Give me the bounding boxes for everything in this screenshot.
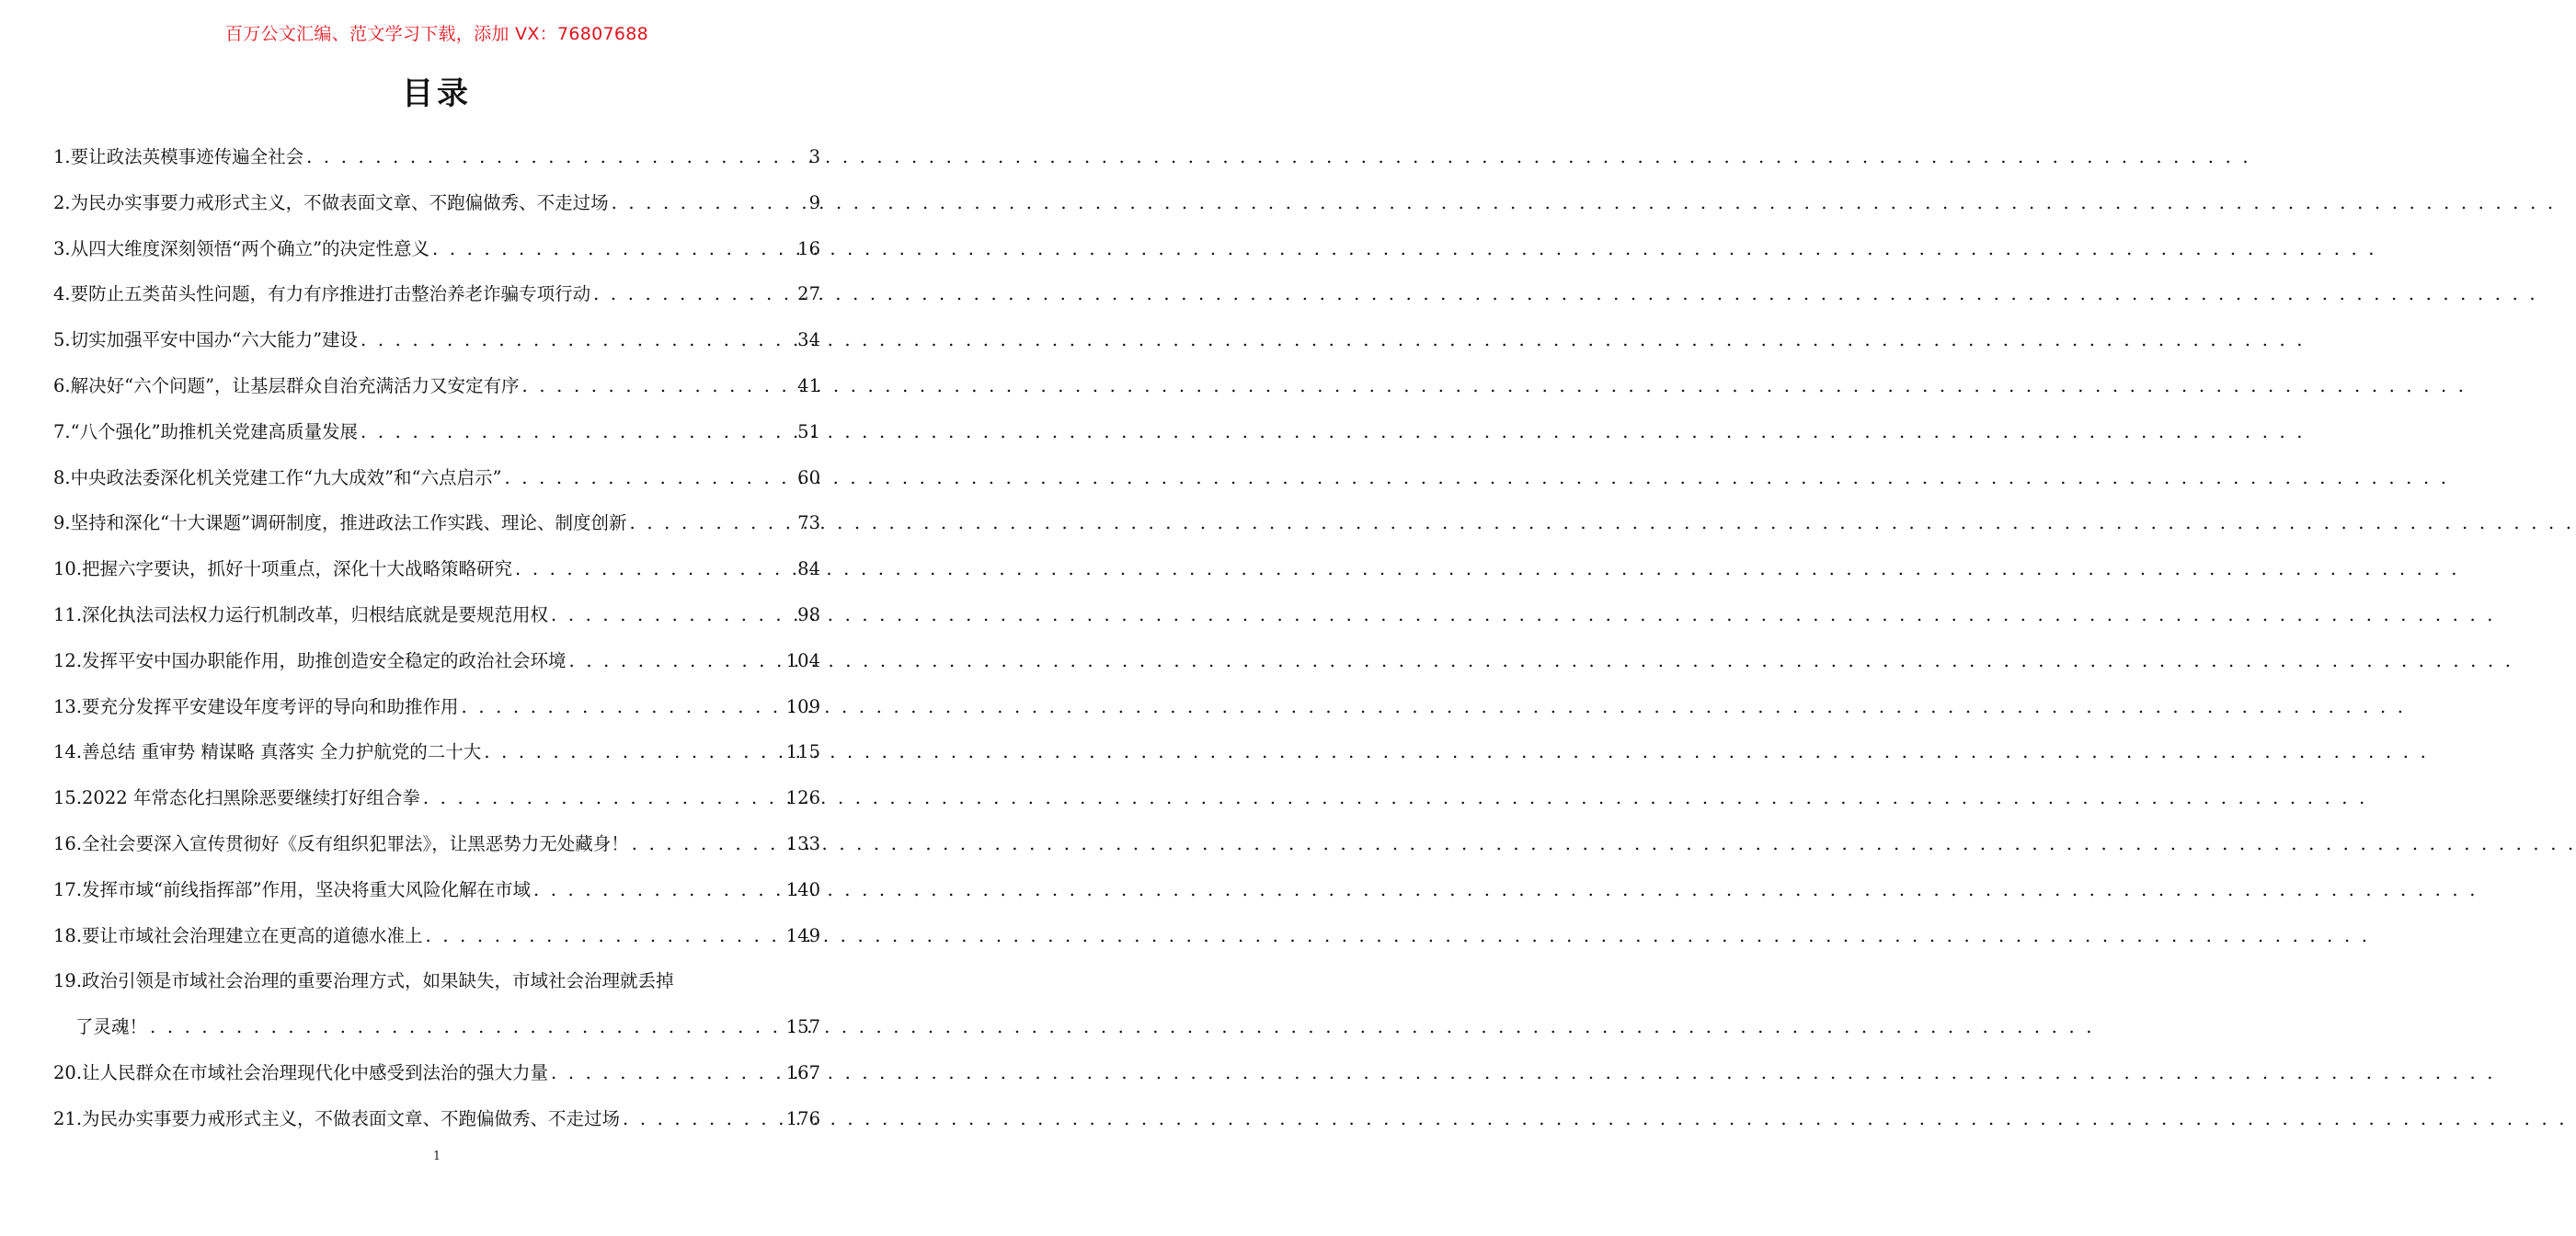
toc-entry-page: 73 bbox=[797, 512, 820, 534]
toc-entry-page: 16 bbox=[797, 237, 820, 259]
toc-entry-page: 41 bbox=[797, 374, 820, 396]
toc-entry-title: 8.中央政法委深化机关党建工作“九大成效”和“六点启示” bbox=[53, 466, 502, 488]
toc-entry-page: 60 bbox=[797, 466, 820, 488]
toc-leader-dots bbox=[569, 638, 784, 684]
toc-entry-title: 20.让人民群众在市域社会治理现代化中感受到法治的强大力量 bbox=[53, 1061, 549, 1083]
toc-entry-page: 157 bbox=[785, 1016, 820, 1038]
toc-entry-page: 104 bbox=[785, 649, 820, 671]
toc-leader-dots bbox=[551, 592, 795, 638]
toc-leader-dots bbox=[632, 821, 784, 867]
toc-entry-title: 16.全社会要深入宣传贯彻好《反有组织犯罪法》，让黑恶势力无处藏身！ bbox=[53, 832, 629, 854]
toc-entry-continuation[interactable] bbox=[53, 1004, 820, 1050]
toc-leader-dots bbox=[426, 913, 784, 959]
toc-entry[interactable] bbox=[53, 958, 820, 1004]
page-number: 1 bbox=[432, 1150, 441, 1163]
toc-entry-title: 15.2022 年常态化扫黑除恶要继续打好组合拳 bbox=[53, 787, 420, 809]
toc-leader-dots bbox=[623, 1096, 784, 1142]
toc-entry-title: 1.要让政法英模事迹传遍全社会 bbox=[53, 146, 304, 167]
toc-entry[interactable] bbox=[53, 684, 820, 730]
toc-entry-page: 149 bbox=[785, 924, 820, 946]
toc-entry[interactable] bbox=[53, 775, 820, 821]
toc-entry-title: 5.切实加强平安中国办“六大能力”建设 bbox=[53, 329, 359, 351]
toc-entry-title: 12.发挥平安中国办职能作用，助推创造安全稳定的政治社会环境 bbox=[53, 649, 567, 671]
toc-entry-title: 7.“八个强化”助推机关党建高质量发展 bbox=[53, 420, 359, 442]
toc-entry[interactable] bbox=[53, 180, 820, 226]
toc-entry-page: 176 bbox=[785, 1107, 820, 1129]
toc-entry-page: 109 bbox=[785, 695, 820, 717]
toc-leader-dots bbox=[432, 226, 795, 272]
toc-entry-page: 27 bbox=[797, 283, 820, 305]
toc-leader-dots bbox=[533, 867, 784, 913]
toc-entry-page: 34 bbox=[797, 329, 820, 351]
toc-entry-title: 18.要让市域社会治理建立在更高的道德水准上 bbox=[53, 924, 423, 946]
toc-entry-title: 2.为民办实事要力戒形式主义，不做表面文章、不跑偏做秀、不走过场 bbox=[53, 191, 609, 213]
toc-entry-page: 126 bbox=[785, 787, 820, 809]
toc-entry-title: 4.要防止五类苗头性问题，有力有序推进打击整治养老诈骗专项行动 bbox=[53, 283, 591, 305]
toc-leader-dots bbox=[150, 1004, 784, 1050]
toc-leader-dots bbox=[515, 546, 795, 592]
toc-leader-dots bbox=[522, 363, 796, 409]
toc-entry[interactable] bbox=[53, 638, 820, 684]
toc-entry[interactable] bbox=[53, 134, 820, 180]
toc-leader-dots bbox=[361, 317, 795, 363]
toc-leader-dots bbox=[423, 775, 784, 821]
toc-entry-title: 3.从四大维度深刻领悟“两个确立”的决定性意义 bbox=[53, 237, 430, 259]
toc-entry-title: 6.解决好“六个问题”，让基层群众自治充满活力又安定有序 bbox=[53, 374, 520, 396]
toc-entry-title-continuation: 了灵魂！ bbox=[75, 1016, 148, 1038]
toc-entry[interactable] bbox=[53, 226, 820, 272]
toc-entry[interactable] bbox=[53, 1050, 820, 1096]
toc-leader-dots bbox=[551, 1050, 784, 1096]
toc-entry[interactable] bbox=[53, 317, 820, 363]
toc-leader-dots bbox=[630, 500, 796, 546]
toc-entry-title: 11.深化执法司法权力运行机制改革，归根结底就是要规范用权 bbox=[53, 603, 549, 625]
toc-entry-title: 14.善总结 重审势 精谋略 真落实 全力护航党的二十大 bbox=[53, 741, 482, 763]
toc-entry[interactable] bbox=[53, 363, 820, 409]
toc-entry-page: 140 bbox=[785, 878, 820, 900]
toc-entry-page: 51 bbox=[797, 420, 820, 442]
toc-entry-page: 3 bbox=[808, 146, 820, 167]
toc-entry[interactable] bbox=[53, 821, 820, 867]
toc-leader-dots bbox=[484, 729, 783, 775]
toc-entry-title: 9.坚持和深化“十大课题”调研制度，推进政法工作实践、理论、制度创新 bbox=[53, 512, 627, 534]
toc-entry[interactable] bbox=[53, 867, 820, 913]
toc-leader-dots bbox=[361, 409, 795, 455]
toc-entry[interactable] bbox=[53, 455, 820, 501]
toc-entry-title: 10.把握六字要诀，抓好十项重点，深化十大战略策略研究 bbox=[53, 558, 513, 580]
table-of-contents bbox=[53, 134, 820, 1142]
toc-entry-page: 133 bbox=[785, 832, 820, 854]
toc-entry[interactable] bbox=[53, 913, 820, 959]
toc-entry[interactable] bbox=[53, 409, 820, 455]
toc-leader-dots bbox=[306, 134, 806, 180]
toc-entry[interactable] bbox=[53, 1096, 820, 1142]
toc-entry[interactable] bbox=[53, 729, 820, 775]
toc-entry[interactable] bbox=[53, 500, 820, 546]
toc-leader-dots bbox=[462, 684, 784, 730]
toc-entry-page: 98 bbox=[797, 603, 820, 625]
toc-entry-page: 115 bbox=[785, 741, 820, 763]
toc-entry[interactable] bbox=[53, 271, 820, 317]
toc-entry[interactable] bbox=[53, 546, 820, 592]
toc-entry-title: 21.为民办实事要力戒形式主义，不做表面文章、不跑偏做秀、不走过场 bbox=[53, 1107, 621, 1129]
toc-entry-title: 17.发挥市域“前线指挥部”作用，坚决将重大风险化解在市域 bbox=[53, 878, 531, 900]
toc-entry-title: 19.政治引领是市域社会治理的重要治理方式，如果缺失，市域社会治理就丢掉 bbox=[53, 970, 674, 992]
toc-entry-page: 167 bbox=[785, 1061, 820, 1083]
page-title: 目录 bbox=[402, 75, 472, 112]
toc-entry-page: 9 bbox=[808, 191, 820, 213]
toc-leader-dots bbox=[504, 455, 795, 501]
toc-entry-page: 84 bbox=[797, 558, 820, 580]
toc-leader-dots bbox=[612, 180, 807, 226]
toc-entry-title: 13.要充分发挥平安建设年度考评的导向和助推作用 bbox=[53, 695, 459, 717]
toc-leader-dots bbox=[593, 271, 795, 317]
toc-entry[interactable] bbox=[53, 592, 820, 638]
header-banner: 百万公文汇编、范文学习下载，添加 VX：76807688 bbox=[224, 24, 649, 44]
